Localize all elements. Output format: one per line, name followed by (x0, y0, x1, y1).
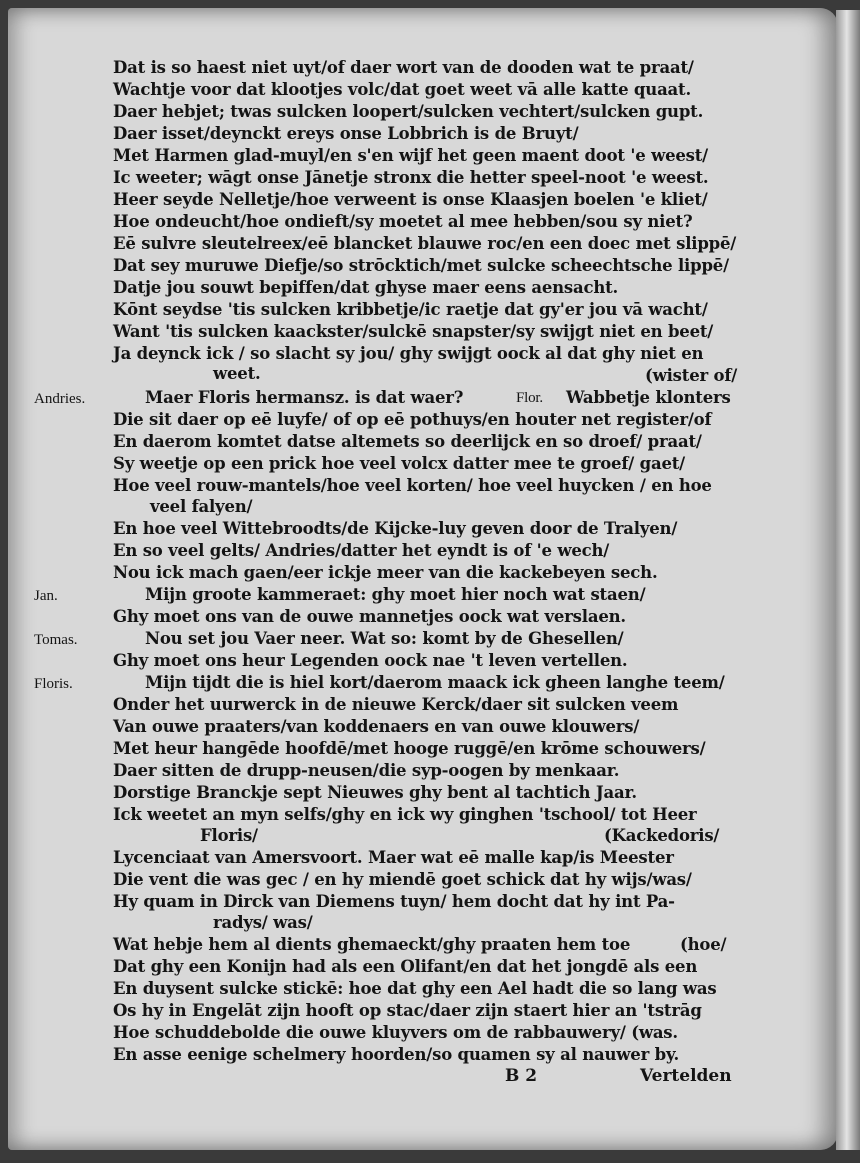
text-line: Wat hebje hem al dients ghemaeckt/ghy praaten hem toe (113, 935, 631, 954)
text-line: (hoe/ (680, 935, 727, 954)
text-line: weet. (213, 364, 261, 383)
text-line: Ghy moet ons van de ouwe mannetjes oock wat verslaen. (113, 607, 626, 626)
text-line: En duysent sulcke stickē: hoe dat ghy een Ael hadt die so lang was (113, 979, 717, 998)
text-line: Mijn tijdt die is hiel kort/daerom maack ick gheen langhe teem/ (145, 673, 725, 692)
text-line: Sy weetje op een prick hoe veel volcx datter mee te groef/ gaet/ (113, 454, 685, 473)
text-line: Ic weeter; wāgt onse Jānetje stronx die hetter speel-noot 'e weest. (113, 168, 709, 187)
text-line: Die sit daer op eē luyfe/ of op eē pothuys/en houter net register/of (113, 410, 712, 429)
text-line: Hoe ondeucht/hoe ondieft/sy moetet al mee hebben/sou sy niet? (113, 212, 693, 231)
text-line: (Kackedoris/ (604, 826, 720, 845)
text-line: Dorstige Branckje sept Nieuwes ghy bent al tachtich Jaar. (113, 783, 637, 802)
text-line: Wabbetje klonters (566, 388, 731, 407)
text-line: Want 'tis sulcken kaackster/sulckē snapster/sy swijgt niet en beet/ (113, 322, 714, 341)
text-line: Floris/ (200, 826, 258, 845)
text-line: En so veel gelts/ Andries/datter het eyndt is of 'e wech/ (113, 541, 610, 560)
text-line: Ick weetet an myn selfs/ghy en ick wy ginghen 'tschool/ tot Heer (113, 805, 697, 824)
text-line: Daer hebjet; twas sulcken loopert/sulcken vechtert/sulcken gupt. (113, 102, 704, 121)
text-line: Hoe schuddebolde die ouwe kluyvers om de rabbauwery/ (was. (113, 1023, 678, 1042)
text-line: Maer Floris hermansz. is dat waer? (145, 388, 464, 407)
text-line: Ja deynck ick / so slacht sy jou/ ghy swijgt oock al dat ghy niet en (113, 344, 704, 363)
text-line: Die vent die was gec / en hy miendē goet schick dat hy wijs/was/ (113, 870, 692, 889)
text-line: Dat is so haest niet uyt/of daer wort van de dooden wat te praat/ (113, 58, 694, 77)
text-line: Hoe veel rouw-mantels/hoe veel korten/ hoe veel huycken / en hoe (113, 476, 712, 495)
text-line: En hoe veel Wittebroodts/de Kijcke-luy geven door de Tralyen/ (113, 519, 678, 538)
text-line: Dat sey muruwe Diefje/so strōcktich/met sulcke scheechtsche lippē/ (113, 256, 729, 275)
text-line: Nou set jou Vaer neer. Wat so: komt by de Ghesellen/ (145, 629, 624, 648)
catchword: Vertelden (640, 1066, 732, 1086)
text-line: Eē sulvre sleutelreex/eē blancket blauwe roc/en een doec met slippē/ (113, 234, 737, 253)
text-line: Datje jou souwt bepiffen/dat ghyse maer eens aensacht. (113, 278, 619, 297)
text-line: Onder het uurwerck in de nieuwe Kerck/daer sit sulcken veem (113, 695, 679, 714)
text-line: Os hy in Engelāt zijn hooft op stac/daer zijn staert hier an 'tstrāg (113, 1001, 702, 1020)
text-line: Met heur hangēde hoofdē/met hooge ruggē/en krōme schouwers/ (113, 739, 706, 758)
text-line: Mijn groote kammeraet: ghy moet hier noch wat staen/ (145, 585, 646, 604)
speaker-andries: Andries. (34, 391, 86, 407)
text-line: (wister of/ (645, 366, 738, 385)
text-line: veel falyen/ (150, 497, 253, 516)
text-line: radys/ was/ (213, 913, 313, 932)
text-line: Dat ghy een Konijn had als een Olifant/en dat het jongdē als een (113, 957, 698, 976)
text-line: Van ouwe praaters/van koddenaers en van ouwe klouwers/ (113, 717, 640, 736)
text-line: En asse eenige schelmery hoorden/so quamen sy al nauwer by. (113, 1045, 679, 1064)
speaker-flor: Flor. (516, 390, 543, 406)
text-line: Heer seyde Nelletje/hoe verweent is onse Klaasjen boelen 'e kliet/ (113, 190, 708, 209)
speaker-floris: Floris. (34, 676, 73, 692)
speaker-tomas: Tomas. (34, 632, 78, 648)
text-line: Ghy moet ons heur Legenden oock nae 't leven vertellen. (113, 651, 628, 670)
speaker-jan: Jan. (34, 588, 58, 604)
text-line: Daer isset/deynckt ereys onse Lobbrich is de Bruyt/ (113, 124, 579, 143)
text-line: Wachtje voor dat klootjes volc/dat goet weet vā alle katte quaat. (113, 80, 692, 99)
text-line: Met Harmen glad-muyl/en s'en wijf het geen maent doot 'e weest/ (113, 146, 709, 165)
signature-mark: B 2 (505, 1066, 538, 1086)
text-line: Daer sitten de drupp-neusen/die syp-oogen by menkaar. (113, 761, 620, 780)
text-line: Nou ick mach gaen/eer ickje meer van die kackebeyen sech. (113, 563, 658, 582)
text-line: Hy quam in Dirck van Diemens tuyn/ hem docht dat hy int Pa- (113, 892, 675, 911)
text-line: Kōnt seydse 'tis sulcken kribbetje/ic raetje dat gy'er jou vā wacht/ (113, 300, 708, 319)
text-line: Lycenciaat van Amersvoort. Maer wat eē malle kap/is Meester (113, 848, 674, 867)
text-line: En daerom komtet datse altemets so deerlijck en so droef/ praat/ (113, 432, 702, 451)
